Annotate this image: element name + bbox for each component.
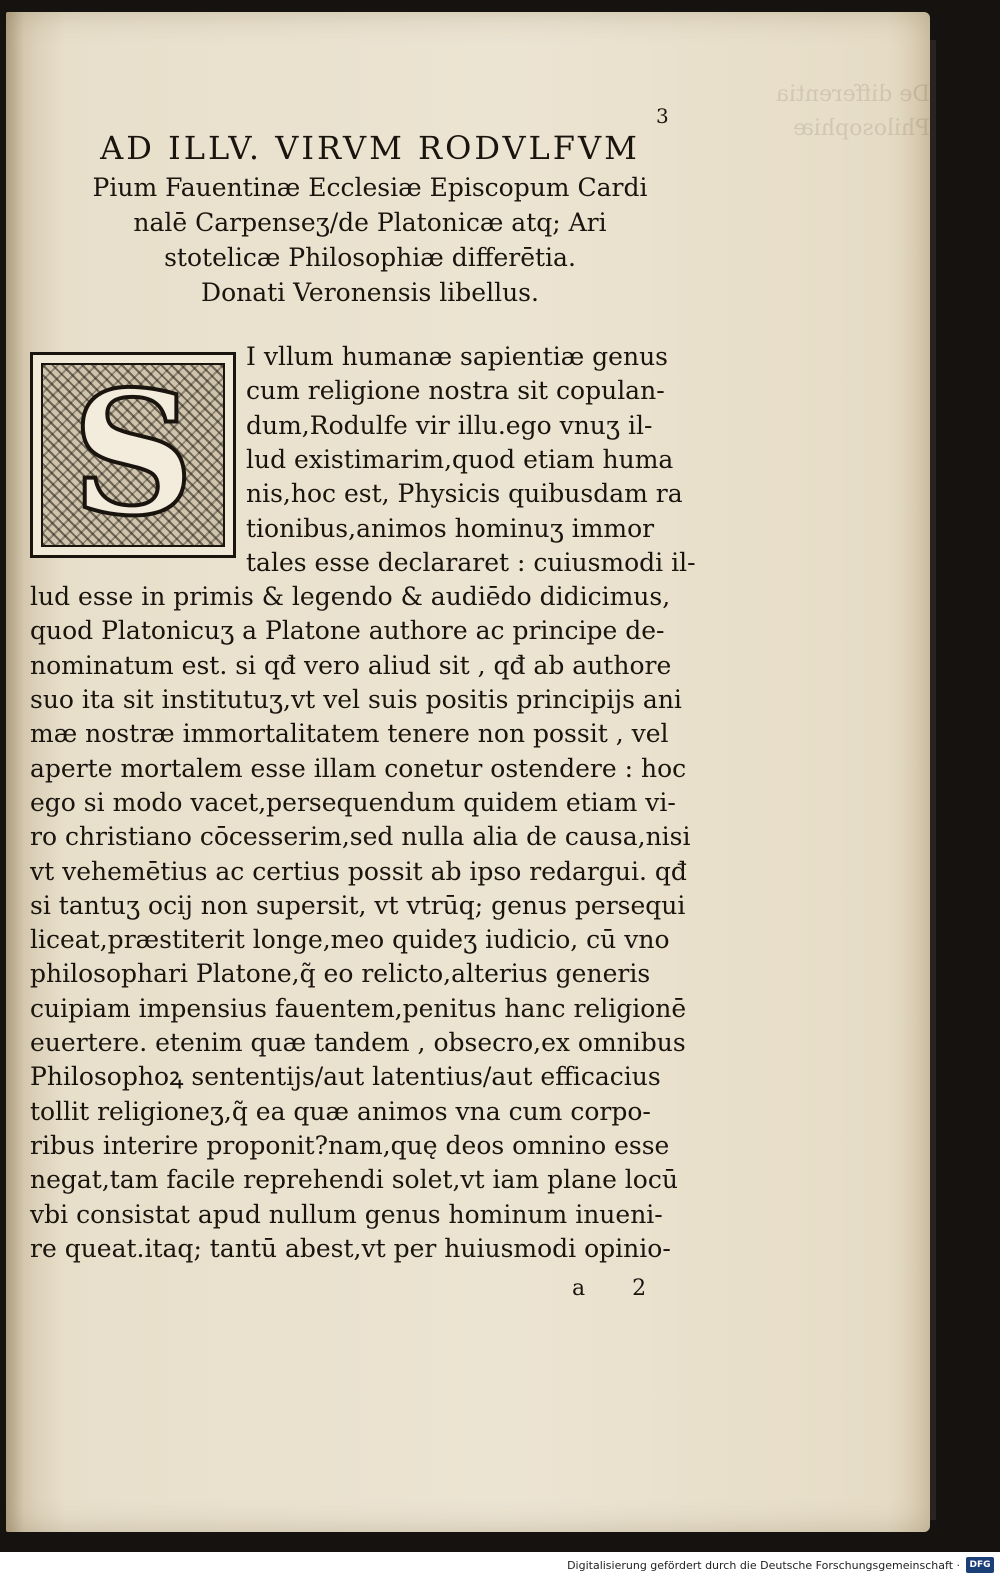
woodcut-frame (41, 363, 225, 547)
title-line-1: AD ILLV. VIRVM RODVLFVM (100, 129, 640, 167)
signature-mark: a 2 (572, 1276, 667, 1301)
title-line-5: Donati Veronensis libellus. (201, 278, 539, 307)
title-block (30, 126, 710, 310)
text-line: Philosophoꝝ sententijs/aut latentius/aut efficacius (30, 1062, 661, 1092)
text-line: nominatum est. si qđ vero aliud sit , qđ ab authore (30, 650, 672, 680)
text-line: liceat,præstiterit longe,meo quideʒ iudicio, cū vno (30, 925, 670, 955)
text-line: dum,Rodulfe vir illu.ego vnuʒ il- (246, 410, 653, 440)
text-line: tales esse declararet : cuiusmodi il- (246, 547, 696, 577)
text-line: quod Platonicuʒ a Platone authore ac principe de- (30, 616, 665, 646)
page-number: 3 (656, 104, 669, 128)
title-line-2: Pium Fauentinæ Ecclesiæ Episcopum Cardi (92, 173, 648, 202)
text-line: aperte mortalem esse illam conetur ostendere : hoc (30, 753, 687, 783)
page-edge (930, 40, 936, 1520)
text-line: negat,tam facile reprehendi solet,vt iam plane locū (30, 1165, 678, 1195)
decorated-initial (30, 352, 236, 558)
title-line-4: stotelicæ Philosophiæ differētia. (164, 243, 576, 272)
text-line: lud existimarim,quod etiam huma (246, 444, 674, 474)
text-line: tionibus,animos hominuʒ immor (246, 513, 655, 543)
text-line: mæ nostræ immortalitatem tenere non possit , vel (30, 719, 669, 749)
text-line: tollit religioneʒ,q̃ ea quæ animos vna cum corpo- (30, 1096, 651, 1126)
initial-letter: S (71, 363, 195, 547)
text-line: si tantuʒ ocij non supersit, vt vtrūq; genus persequi (30, 890, 686, 920)
title-line-3: nalē Carpenseʒ/de Platonicæ atq; Ari (133, 208, 607, 237)
text-line: cum religione nostra sit copulan- (246, 376, 665, 406)
text-line: nis,hoc est, Physicis quibusdam ra (246, 479, 683, 509)
text-line: cuipiam impensius fauentem,penitus hanc religionē (30, 993, 687, 1023)
text-line: vbi consistat apud nullum genus hominum inueni- (30, 1199, 663, 1229)
text-line: ro christiano cōcesserim,sed nulla alia de causa,nisi (30, 822, 691, 852)
text-line: I vllum humanæ sapientiæ genus (246, 342, 668, 371)
dfg-logo: DFG (966, 1557, 994, 1573)
credit-text: Digitalisierung gefördert durch die Deutsche Forschungsgemeinschaft · (567, 1559, 960, 1572)
credit-bar (0, 1552, 1000, 1581)
text-line: ribus interire proponit?nam,quę deos omnino esse (30, 1130, 670, 1160)
text-line: re queat.itaq; tantū abest,vt per huiusmodi opinio- (30, 1233, 671, 1263)
text-line: philosophari Platone,q̃ eo relicto,alterius generis (30, 959, 651, 989)
text-line: vt vehemētius ac certius possit ab ipso redargui. qđ (30, 856, 687, 886)
show-through-text: De differentia Philosophiæ (775, 82, 930, 141)
text-line: ego si modo vacet,persequendum quidem etiam vi- (30, 787, 676, 817)
text-line: lud esse in primis & legendo & audiēdo didicimus, (30, 582, 671, 612)
text-line: euertere. etenim quæ tandem , obsecro,ex omnibus (30, 1028, 686, 1057)
text-line: suo ita sit institutuʒ,vt vel suis positis principijs ani (30, 685, 682, 714)
